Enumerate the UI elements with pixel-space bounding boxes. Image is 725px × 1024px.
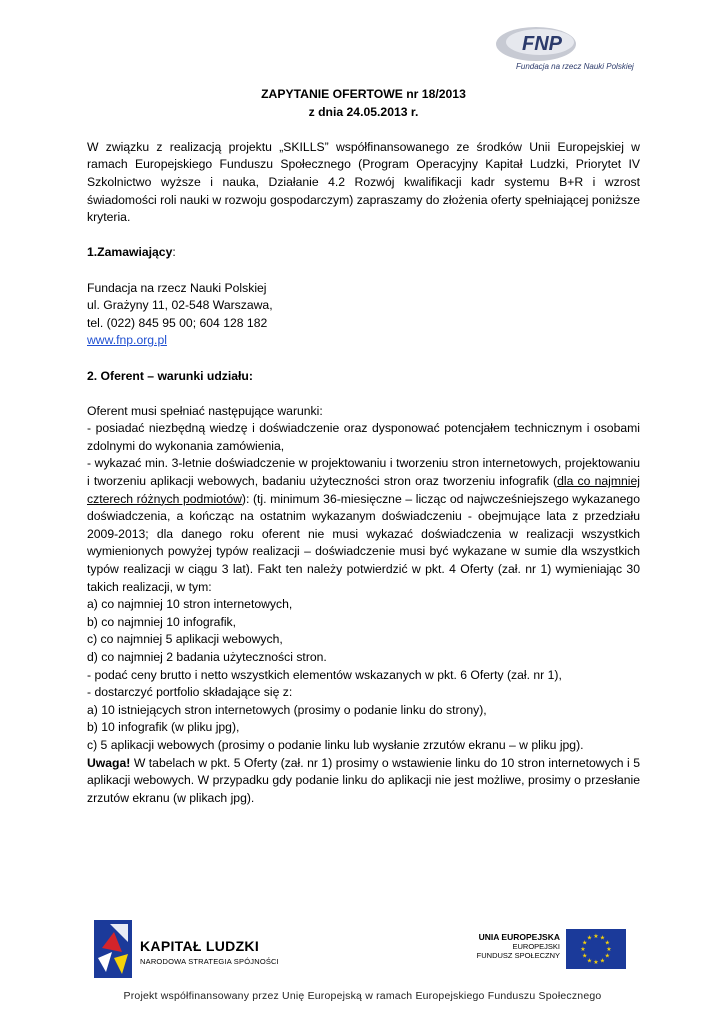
note-text: W tabelach w pkt. 5 Oferty (zał. nr 1) prosimy o wstawienie linku do 10 stron internetowych i 5 aplikacji webowych. W przypadku gdy podanie linku do aplikacji nie jest możliwe, prosimy o przesłanie zrzutów ekranu (w plikach jpg). [87,755,640,805]
list2-item: b) 10 infografik (w pliku jpg), [87,720,240,735]
eu-star-icon: ★ [599,935,606,942]
address-line3: tel. (022) 845 95 00; 604 128 182 [87,315,268,330]
eu-star-icon: ★ [586,935,593,942]
eu-star-icon: ★ [593,934,599,940]
note-label: Uwaga! [87,755,131,770]
document-body [87,86,640,807]
kl-subtitle: NARODOWA STRATEGIA SPÓJNOŚCI [140,957,279,966]
document-date: z dnia 24.05.2013 r. [308,104,419,119]
fnp-logo-text: FNP [522,33,562,55]
website-link[interactable]: www.fnp.org.pl [87,333,167,348]
condition-3: - podać ceny brutto i netto wszystkich elementów wskazanych w pkt. 6 Oferty (zał. nr 1), [87,667,562,682]
list1-item: b) co najmniej 10 infografik, [87,614,237,629]
eu-star-icon: ★ [606,947,612,953]
intro-paragraph: W związku z realizacją projektu „SKILLS” współfinansowanego ze środków Unii Europejskiej w ramach Europejskiego Funduszu Społecznego (Program Operacyjny Kapitał Ludzki, Priorytet IV Szkolnictwo wyższe i nauka, Działanie 4.2 Rozwój kwalifikacji kadr systemu B+R i wzrost świadomości roli nauki w rozwoju gospodarczym) zapraszamy do złożenia oferty spełniającej poniższe kryteria. [87,139,640,225]
eu-star-icon: ★ [582,940,588,947]
list1-item: a) co najmniej 10 stron internetowych, [87,597,293,612]
eu-star-icon: ★ [604,940,610,947]
footer-note: Projekt współfinansowany przez Unię Europejską w ramach Europejskiego Funduszu Społecznego [123,990,602,1002]
condition-2 [87,455,640,596]
list2-item: a) 10 istniejących stron internetowych (prosimy o podanie linku do strony), [87,702,487,717]
section2-heading: 2. Oferent – warunki udziału: [87,368,253,383]
eu-star-icon: ★ [580,947,586,953]
condition-4: - dostarczyć portfolio składające się z: [87,685,293,700]
kl-title: KAPITAŁ LUDZKI [140,938,260,954]
address-line2: ul. Grażyny 11, 02-548 Warszawa, [87,298,273,313]
note-paragraph [87,755,640,808]
section1-heading: 1.Zamawiający [87,245,173,260]
document-title: ZAPYTANIE OFERTOWE nr 18/2013 [261,87,466,101]
eu-star-icon: ★ [604,953,610,960]
section1-colon: : [172,245,176,260]
fnp-caption: Fundacja na rzecz Nauki Polskiej [516,62,634,71]
address-line1: Fundacja na rzecz Nauki Polskiej [87,280,267,295]
eu-star-icon: ★ [593,960,599,966]
eu-star-icon: ★ [586,958,593,965]
section1-heading-line [87,244,640,262]
list1-item: d) co najmniej 2 badania użyteczności stron. [87,650,327,664]
eu-flag-icon [566,929,626,969]
condition-2-text-a: - wykazać min. 3-letnie doświadczenie w projektowaniu i tworzeniu stron internetowych, projektowaniu i tworzeniu aplikacji webowych, badaniu użyteczności stron oraz tworzeniu infografik ( [87,456,640,489]
eu-line1: UNIA EUROPEJSKA [478,932,560,942]
eu-line3: FUNDUSZ SPOŁECZNY [476,951,560,960]
condition-1: - posiadać niezbędną wiedzę i doświadczenie oraz dysponować potencjałem technicznym i osobami zdolnymi do wykonania zamówienia, [87,421,640,453]
eu-line2: EUROPEJSKI [512,942,560,951]
eu-text-block [440,933,560,960]
list2-item: c) 5 aplikacji webowych (prosimy o podanie linku lub wysłanie zrzutów ekranu – w pliku jpg). [87,737,584,752]
condition-2-underlined: dla co najmniej czterech różnych podmiotów [87,474,640,506]
eu-star-icon: ★ [599,958,606,965]
eu-star-icon: ★ [582,953,588,960]
list1-item: c) co najmniej 5 aplikacji webowych, [87,632,283,647]
conditions-intro: Oferent musi spełniać następujące warunki: [87,403,323,418]
condition-2-text-b: ): (tj. minimum 36-miesięczne – licząc od najwcześniejszego wykazanego doświadczenia, a kończąc na ostatnim wykazanym doświadczeniu - obejmujące lata z przedziału 2009-2013; dla danego roku oferent nie musi wykazać doświadczenia w realizacji wszystkich wymienionych powyżej typów realizacji – doświadczenie musi być wykazane w sumie dla wszystkich typów realizacji w ciągu 3 lat). Fakt ten należy potwierdzić w pkt. 4 Oferty (zał. nr 1) wymieniając 30 takich realizacji, w tym: [87,491,640,594]
